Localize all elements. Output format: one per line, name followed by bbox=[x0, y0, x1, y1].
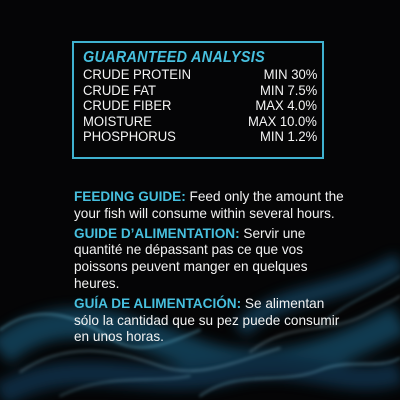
nutrient-row bbox=[83, 99, 317, 115]
analysis-title: GUARANTEED ANALYSIS bbox=[83, 49, 265, 66]
nutrient-value: MIN 30% bbox=[263, 67, 317, 83]
feeding-guide-spanish bbox=[74, 296, 349, 346]
nutrient-value: MIN 1.2% bbox=[259, 129, 317, 145]
feeding-guide-label-french: GUIDE D’ALIMENTATION: bbox=[74, 225, 240, 241]
nutrient-name: CRUDE FAT bbox=[83, 82, 157, 99]
feeding-guide-label-spanish: GUÍA DE ALIMENTACIÓN: bbox=[74, 295, 242, 311]
nutrient-name: CRUDE FIBER bbox=[83, 98, 172, 114]
feeding-guide-text-french: Servir une quantité ne dépassant pas ce que vos poissons peuvent manger en quelques heures. bbox=[74, 225, 308, 291]
nutrient-value: MAX 10.0% bbox=[248, 113, 317, 130]
nutrient-row bbox=[83, 115, 317, 131]
nutrient-row bbox=[83, 68, 317, 84]
feeding-guide-text-spanish: Se alimentan sólo la cantidad que su pez puede consumir en unos horas. bbox=[74, 295, 340, 345]
feeding-guide-french bbox=[74, 226, 349, 293]
nutrient-name: PHOSPHORUS bbox=[83, 129, 176, 145]
feeding-guide-label-english: FEEDING GUIDE: bbox=[74, 189, 186, 204]
guaranteed-analysis-box bbox=[72, 41, 324, 159]
nutrient-name: MOISTURE bbox=[83, 113, 152, 130]
nutrient-value: MIN 7.5% bbox=[259, 82, 317, 99]
feeding-guide-english bbox=[74, 189, 349, 223]
feeding-guide bbox=[74, 189, 349, 349]
feeding-guide-text-english: Feed only the amount the your fish will consume within several hours. bbox=[74, 189, 344, 221]
nutrient-value: MAX 4.0% bbox=[255, 98, 317, 114]
nutrient-row bbox=[83, 84, 317, 100]
nutrient-row bbox=[83, 130, 317, 146]
nutrient-name: CRUDE PROTEIN bbox=[83, 67, 192, 83]
